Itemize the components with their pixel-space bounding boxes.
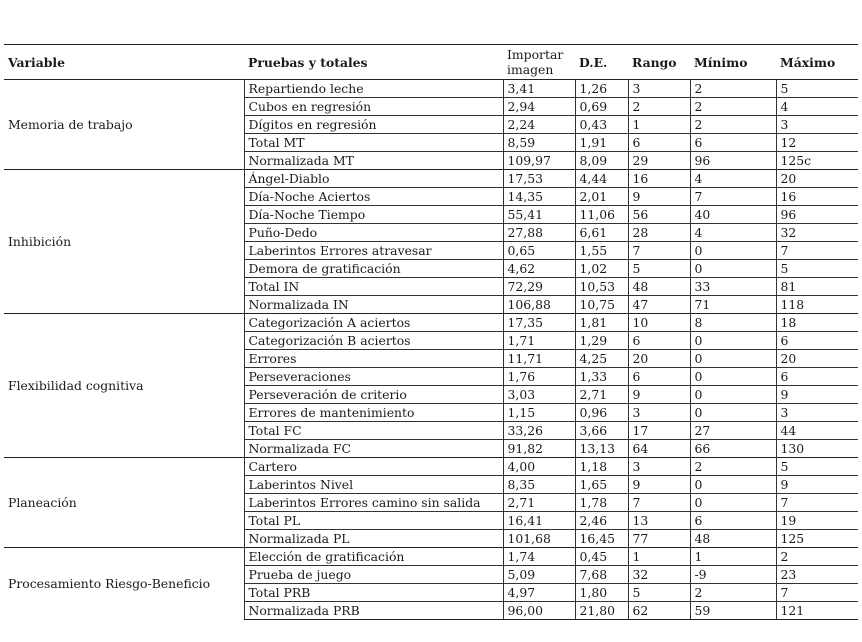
max-cell: 9 <box>776 476 858 494</box>
mean-cell: 16,41 <box>503 512 575 530</box>
max-cell: 7 <box>776 584 858 602</box>
range-cell: 13 <box>628 512 690 530</box>
min-cell: 71 <box>690 296 776 314</box>
range-cell: 2 <box>628 98 690 116</box>
mean-cell: 1,76 <box>503 368 575 386</box>
range-cell: 16 <box>628 170 690 188</box>
test-name-cell: Normalizada PRB <box>244 602 503 620</box>
mean-cell: 4,00 <box>503 458 575 476</box>
sd-cell: 13,13 <box>575 440 628 458</box>
table-row <box>4 80 858 98</box>
max-cell: 3 <box>776 404 858 422</box>
max-cell: 6 <box>776 368 858 386</box>
min-cell: 0 <box>690 494 776 512</box>
min-cell: 59 <box>690 602 776 620</box>
test-name-cell: Categorización A aciertos <box>244 314 503 332</box>
sd-cell: 4,44 <box>575 170 628 188</box>
range-cell: 6 <box>628 332 690 350</box>
max-cell: 6 <box>776 332 858 350</box>
test-name-cell: Cubos en regresión <box>244 98 503 116</box>
max-cell: 7 <box>776 494 858 512</box>
max-cell: 96 <box>776 206 858 224</box>
max-cell: 125 <box>776 530 858 548</box>
range-cell: 3 <box>628 80 690 98</box>
variable-group-label: Procesamiento Riesgo-Beneficio <box>4 548 244 620</box>
sd-cell: 8,09 <box>575 152 628 170</box>
header-maximo: Máximo <box>776 45 858 80</box>
range-cell: 48 <box>628 278 690 296</box>
min-cell: 0 <box>690 368 776 386</box>
header-media-line1: Importar <box>507 47 564 62</box>
mean-cell: 27,88 <box>503 224 575 242</box>
test-name-cell: Día-Noche Tiempo <box>244 206 503 224</box>
max-cell: 118 <box>776 296 858 314</box>
range-cell: 77 <box>628 530 690 548</box>
max-cell: 130 <box>776 440 858 458</box>
range-cell: 62 <box>628 602 690 620</box>
mean-cell: 4,62 <box>503 260 575 278</box>
sd-cell: 1,91 <box>575 134 628 152</box>
min-cell: 2 <box>690 584 776 602</box>
mean-cell: 8,59 <box>503 134 575 152</box>
test-name-cell: Laberintos Nivel <box>244 476 503 494</box>
table-row <box>4 458 858 476</box>
max-cell: 125c <box>776 152 858 170</box>
max-cell: 23 <box>776 566 858 584</box>
range-cell: 29 <box>628 152 690 170</box>
mean-cell: 17,53 <box>503 170 575 188</box>
descriptive-statistics-table <box>4 44 858 620</box>
test-name-cell: Perseveraciones <box>244 368 503 386</box>
min-cell: 0 <box>690 260 776 278</box>
max-cell: 4 <box>776 98 858 116</box>
min-cell: 2 <box>690 116 776 134</box>
max-cell: 44 <box>776 422 858 440</box>
min-cell: 4 <box>690 170 776 188</box>
max-cell: 18 <box>776 314 858 332</box>
mean-cell: 3,41 <box>503 80 575 98</box>
mean-cell: 4,97 <box>503 584 575 602</box>
sd-cell: 11,06 <box>575 206 628 224</box>
sd-cell: 1,02 <box>575 260 628 278</box>
test-name-cell: Normalizada MT <box>244 152 503 170</box>
min-cell: 27 <box>690 422 776 440</box>
test-name-cell: Puño-Dedo <box>244 224 503 242</box>
sd-cell: 1,29 <box>575 332 628 350</box>
mean-cell: 106,88 <box>503 296 575 314</box>
range-cell: 6 <box>628 134 690 152</box>
table-row <box>4 170 858 188</box>
sd-cell: 0,69 <box>575 98 628 116</box>
min-cell: 0 <box>690 404 776 422</box>
test-name-cell: Ángel-Diablo <box>244 170 503 188</box>
test-name-cell: Normalizada IN <box>244 296 503 314</box>
test-name-cell: Normalizada FC <box>244 440 503 458</box>
sd-cell: 10,53 <box>575 278 628 296</box>
range-cell: 3 <box>628 458 690 476</box>
header-de: D.E. <box>575 45 628 80</box>
min-cell: 0 <box>690 476 776 494</box>
mean-cell: 96,00 <box>503 602 575 620</box>
min-cell: 48 <box>690 530 776 548</box>
range-cell: 6 <box>628 368 690 386</box>
mean-cell: 0,65 <box>503 242 575 260</box>
max-cell: 9 <box>776 386 858 404</box>
min-cell: 0 <box>690 242 776 260</box>
max-cell: 3 <box>776 116 858 134</box>
sd-cell: 1,33 <box>575 368 628 386</box>
max-cell: 16 <box>776 188 858 206</box>
mean-cell: 2,24 <box>503 116 575 134</box>
range-cell: 28 <box>628 224 690 242</box>
max-cell: 20 <box>776 170 858 188</box>
test-name-cell: Total IN <box>244 278 503 296</box>
table-body <box>4 80 858 620</box>
test-name-cell: Elección de gratificación <box>244 548 503 566</box>
range-cell: 47 <box>628 296 690 314</box>
header-media-line2: imagen <box>507 62 554 77</box>
sd-cell: 2,71 <box>575 386 628 404</box>
mean-cell: 2,71 <box>503 494 575 512</box>
sd-cell: 1,26 <box>575 80 628 98</box>
variable-group-label: Inhibición <box>4 170 244 314</box>
sd-cell: 2,01 <box>575 188 628 206</box>
mean-cell: 14,35 <box>503 188 575 206</box>
descriptive-statistics-table-container <box>4 44 858 620</box>
sd-cell: 16,45 <box>575 530 628 548</box>
test-name-cell: Total FC <box>244 422 503 440</box>
mean-cell: 1,15 <box>503 404 575 422</box>
variable-group-label: Memoria de trabajo <box>4 80 244 170</box>
min-cell: 2 <box>690 458 776 476</box>
sd-cell: 10,75 <box>575 296 628 314</box>
range-cell: 7 <box>628 242 690 260</box>
min-cell: 8 <box>690 314 776 332</box>
sd-cell: 1,18 <box>575 458 628 476</box>
test-name-cell: Dígitos en regresión <box>244 116 503 134</box>
test-name-cell: Laberintos Errores camino sin salida <box>244 494 503 512</box>
header-rango: Rango <box>628 45 690 80</box>
mean-cell: 2,94 <box>503 98 575 116</box>
sd-cell: 6,61 <box>575 224 628 242</box>
mean-cell: 91,82 <box>503 440 575 458</box>
max-cell: 2 <box>776 548 858 566</box>
test-name-cell: Perseveración de criterio <box>244 386 503 404</box>
mean-cell: 101,68 <box>503 530 575 548</box>
sd-cell: 1,80 <box>575 584 628 602</box>
min-cell: 66 <box>690 440 776 458</box>
max-cell: 19 <box>776 512 858 530</box>
range-cell: 1 <box>628 116 690 134</box>
sd-cell: 3,66 <box>575 422 628 440</box>
min-cell: 0 <box>690 332 776 350</box>
test-name-cell: Total PRB <box>244 584 503 602</box>
header-pruebas: Pruebas y totales <box>244 45 503 80</box>
sd-cell: 1,81 <box>575 314 628 332</box>
test-name-cell: Total PL <box>244 512 503 530</box>
mean-cell: 5,09 <box>503 566 575 584</box>
min-cell: 6 <box>690 512 776 530</box>
test-name-cell: Repartiendo leche <box>244 80 503 98</box>
range-cell: 20 <box>628 350 690 368</box>
mean-cell: 11,71 <box>503 350 575 368</box>
header-row <box>4 45 858 80</box>
range-cell: 3 <box>628 404 690 422</box>
range-cell: 5 <box>628 584 690 602</box>
table-row <box>4 314 858 332</box>
header-variable: Variable <box>4 45 244 80</box>
min-cell: 96 <box>690 152 776 170</box>
sd-cell: 21,80 <box>575 602 628 620</box>
sd-cell: 0,45 <box>575 548 628 566</box>
mean-cell: 1,71 <box>503 332 575 350</box>
min-cell: 40 <box>690 206 776 224</box>
min-cell: 4 <box>690 224 776 242</box>
sd-cell: 2,46 <box>575 512 628 530</box>
max-cell: 5 <box>776 260 858 278</box>
variable-group-label: Flexibilidad cognitiva <box>4 314 244 458</box>
min-cell: 0 <box>690 350 776 368</box>
test-name-cell: Categorización B aciertos <box>244 332 503 350</box>
range-cell: 9 <box>628 386 690 404</box>
test-name-cell: Demora de gratificación <box>244 260 503 278</box>
test-name-cell: Errores <box>244 350 503 368</box>
mean-cell: 1,74 <box>503 548 575 566</box>
min-cell: 0 <box>690 386 776 404</box>
max-cell: 12 <box>776 134 858 152</box>
min-cell: 7 <box>690 188 776 206</box>
max-cell: 7 <box>776 242 858 260</box>
sd-cell: 1,78 <box>575 494 628 512</box>
test-name-cell: Normalizada PL <box>244 530 503 548</box>
mean-cell: 72,29 <box>503 278 575 296</box>
sd-cell: 1,55 <box>575 242 628 260</box>
test-name-cell: Cartero <box>244 458 503 476</box>
sd-cell: 4,25 <box>575 350 628 368</box>
test-name-cell: Prueba de juego <box>244 566 503 584</box>
mean-cell: 3,03 <box>503 386 575 404</box>
range-cell: 64 <box>628 440 690 458</box>
range-cell: 5 <box>628 260 690 278</box>
test-name-cell: Día-Noche Aciertos <box>244 188 503 206</box>
variable-group-label: Planeación <box>4 458 244 548</box>
test-name-cell: Total MT <box>244 134 503 152</box>
range-cell: 7 <box>628 494 690 512</box>
mean-cell: 109,97 <box>503 152 575 170</box>
min-cell: 6 <box>690 134 776 152</box>
range-cell: 9 <box>628 476 690 494</box>
range-cell: 56 <box>628 206 690 224</box>
range-cell: 32 <box>628 566 690 584</box>
sd-cell: 7,68 <box>575 566 628 584</box>
table-row <box>4 548 858 566</box>
max-cell: 81 <box>776 278 858 296</box>
min-cell: 2 <box>690 98 776 116</box>
range-cell: 10 <box>628 314 690 332</box>
sd-cell: 0,43 <box>575 116 628 134</box>
test-name-cell: Errores de mantenimiento <box>244 404 503 422</box>
sd-cell: 0,96 <box>575 404 628 422</box>
range-cell: 17 <box>628 422 690 440</box>
range-cell: 9 <box>628 188 690 206</box>
mean-cell: 33,26 <box>503 422 575 440</box>
header-minimo: Mínimo <box>690 45 776 80</box>
test-name-cell: Laberintos Errores atravesar <box>244 242 503 260</box>
header-media <box>503 45 575 80</box>
mean-cell: 17,35 <box>503 314 575 332</box>
min-cell: -9 <box>690 566 776 584</box>
max-cell: 5 <box>776 458 858 476</box>
max-cell: 20 <box>776 350 858 368</box>
mean-cell: 55,41 <box>503 206 575 224</box>
max-cell: 32 <box>776 224 858 242</box>
min-cell: 33 <box>690 278 776 296</box>
min-cell: 1 <box>690 548 776 566</box>
range-cell: 1 <box>628 548 690 566</box>
mean-cell: 8,35 <box>503 476 575 494</box>
max-cell: 5 <box>776 80 858 98</box>
min-cell: 2 <box>690 80 776 98</box>
sd-cell: 1,65 <box>575 476 628 494</box>
max-cell: 121 <box>776 602 858 620</box>
